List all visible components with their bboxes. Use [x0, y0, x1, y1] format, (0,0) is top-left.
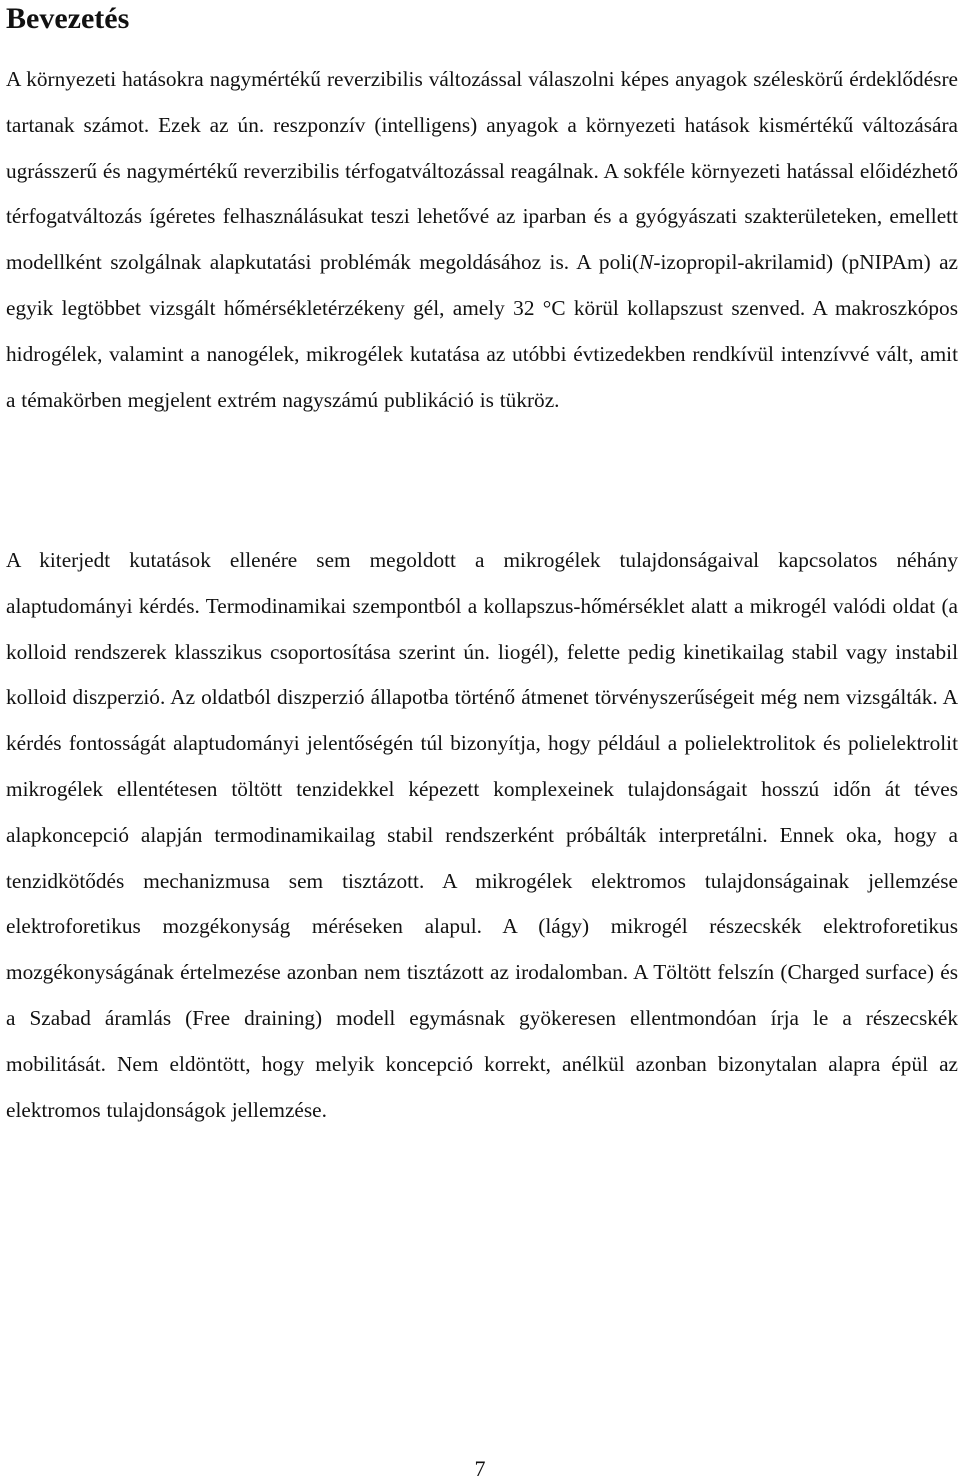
paragraph-introduction-italic: N [639, 250, 654, 275]
section-heading: Bevezetés [6, 2, 130, 35]
paragraph-introduction-text-1: A környezeti hatásokra nagymértékű reverzibilis változással válaszolni képes anyagok széleskörű érdeklődésre tartanak számot. Ezek az ún. reszponzív (intelligens) anyagok a környezeti hatások kismértékű változására ugrásszerű és nagymértékű reverzibilis térfogatváltozással reagálnak. A sokféle környezeti hatással előidézhető térfogatváltozás ígéretes felhasználásukat teszi lehetővé az iparban és a gyógyászati szakterületeken, emellett modellként szolgálnak alapkutatási problémák megoldásához is. A poli( [6, 67, 958, 275]
paragraph-introduction-text-2: -izopropil-akrilamid) (pNIPAm) az egyik legtöbbet vizsgált hőmérsékletérzékeny gél, amely 32 °C körül kollapszust szenved. A makroszkópos hidrogélek, valamint a nanogélek, mikrogélek kutatása az utóbbi évtizedekben rendkívül intenzívvé vált, amit a témakörben megjelent extrém nagyszámú publikáció is tükröz. [6, 250, 959, 412]
page-number: 7 [474, 1456, 486, 1481]
paragraph-introduction [6, 57, 958, 423]
paragraph-open-questions: A kiterjedt kutatások ellenére sem megoldott a mikrogélek tulajdonságaival kapcsolatos néhány alaptudományi kérdés. Termodinamikai szempontból a kollapszus-hőmérséklet alatt a mikrogél valódi oldat (a kolloid rendszerek klasszikus csoportosítása szerint ún. liogél), felette pedig kinetikailag stabil vagy instabil kolloid diszperzió. Az oldatból diszperzió állapotba történő átmenet törvényszerűségeit még nem vizsgálták. A kérdés fontosságát alaptudományi jelentőségén túl bizonyítja, hogy például a polielektrolitok és polielektrolit mikrogélek ellentétesen töltött tenzidekkel képezett komplexeinek tulajdonságait hosszú időn át téves alapkoncepció alapján termodinamikailag stabil rendszerként próbálták interpretálni. Ennek oka, hogy a tenzidkötődés mechanizmusa sem tisztázott. A mikrogélek elektromos tulajdonságainak jellemzése elektroforetikus mozgékonyság méréseken alapul. A (lágy) mikrogél részecskék elektroforetikus mozgékonyságának értelmezése azonban nem tisztázott az irodalomban. A Töltött felszín (Charged surface) és a Szabad áramlás (Free draining) modell egymásnak gyökeresen ellentmondóan írja le a részecskék mobilitását. Nem eldöntött, hogy melyik koncepció korrekt, anélkül azonban bizonytalan alapra épül az elektromos tulajdonságok jellemzése. [6, 548, 958, 1122]
